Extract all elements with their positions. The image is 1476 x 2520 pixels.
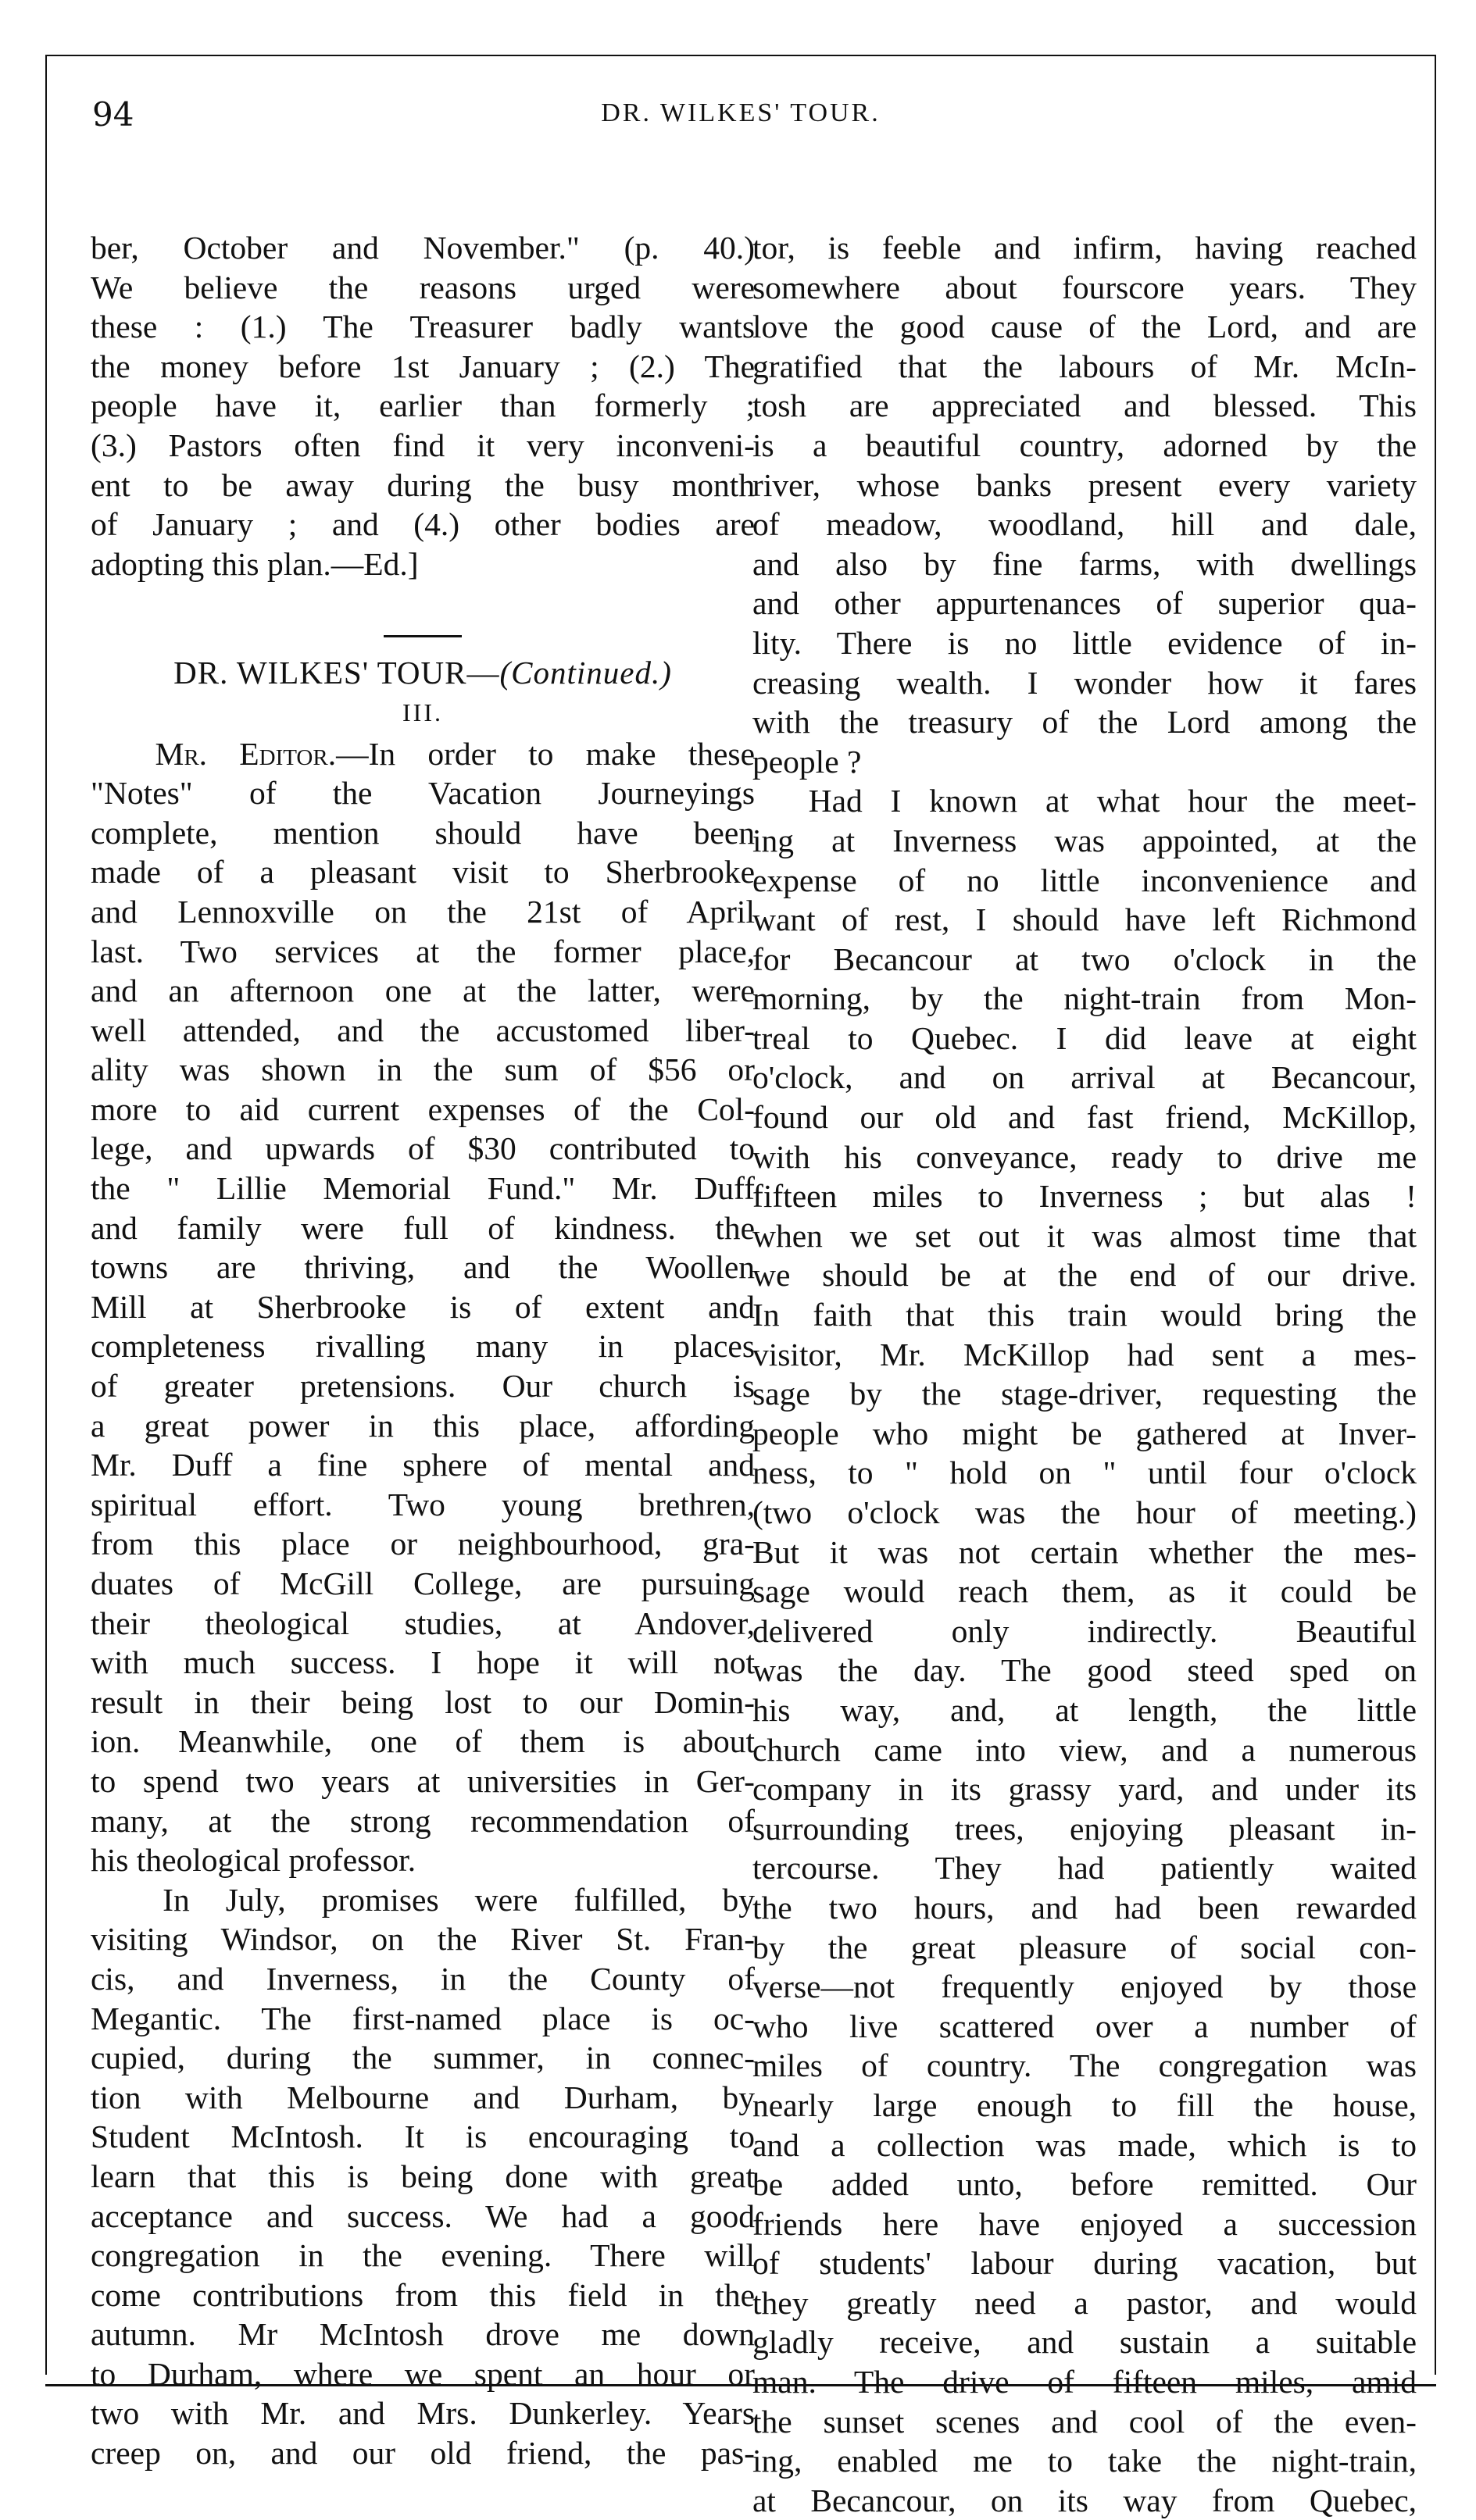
text-line: congregation in the evening. There will: [91, 2237, 755, 2274]
text-line: the " Lillie Memorial Fund." Mr. Duff: [91, 1170, 755, 1207]
text-line: lity. There is no little evidence of in-: [752, 624, 1417, 661]
text-line: come contributions from this field in the: [91, 2276, 755, 2313]
text-line: at Becancour, on its way from Quebec,: [752, 2482, 1417, 2518]
text-line: learn that this is being done with great: [91, 2158, 755, 2194]
text-line: morning, by the night-train from Mon-: [752, 980, 1417, 1017]
text-line: found our old and fast friend, McKillop,: [752, 1099, 1417, 1136]
text-line: the money before 1st January ; (2.) The: [91, 348, 755, 384]
text-line: ing, enabled me to take the night-train,: [752, 2443, 1417, 2479]
text-line: the two hours, and had been rewarded: [752, 1889, 1417, 1926]
text-line: people ?: [752, 743, 862, 780]
text-line: and an afternoon one at the latter, were: [91, 973, 755, 1009]
text-line: who live scattered over a number of: [752, 2008, 1417, 2044]
text-line: tion with Melbourne and Durham, by: [91, 2079, 755, 2115]
text-line: creep on, and our old friend, the pas-: [91, 2435, 755, 2472]
text-line: many, at the strong recommendation of: [91, 1802, 755, 1839]
text-line: adopting this plan.—Ed.]: [91, 545, 419, 582]
text-line-content: —In order to make these: [336, 735, 755, 772]
text-line: and family were full of kindness. the: [91, 1209, 755, 1246]
text-line: by the great pleasure of social con-: [752, 1929, 1417, 1965]
text-line: his way, and, at length, the little: [752, 1691, 1417, 1728]
text-line: with his conveyance, ready to drive me: [752, 1138, 1417, 1175]
text-line: sage would reach them, as it could be: [752, 1573, 1417, 1610]
text-line: man. The drive of fifteen miles, amid: [752, 2364, 1417, 2400]
text-line: well attended, and the accustomed liber-: [91, 1012, 755, 1048]
text-line: a great power in this place, affording: [91, 1407, 755, 1444]
section-title-text: DR. WILKES' TOUR—: [173, 655, 500, 691]
text-line: of greater pretensions. Our church is: [91, 1368, 755, 1405]
text-line: the sunset scenes and cool of the even-: [752, 2403, 1417, 2440]
text-line: ber, October and November." (p. 40.): [91, 230, 755, 266]
text-line: gratified that the labours of Mr. McIn-: [752, 348, 1417, 384]
text-line: surrounding trees, enjoying pleasant in-: [752, 1810, 1417, 1847]
text-line: and a collection was made, which is to: [752, 2126, 1417, 2163]
text-line: duates of McGill College, are pursuing: [91, 1565, 755, 1601]
left-column: [91, 228, 755, 2473]
text-line: Student McIntosh. It is encouraging to: [91, 2118, 755, 2155]
text-line: cupied, during the summer, in connec-: [91, 2040, 755, 2076]
text-line: miles of country. The congregation was: [752, 2047, 1417, 2084]
text-line: be added unto, before remitted. Our: [752, 2166, 1417, 2203]
text-line: tosh are appreciated and blessed. This: [752, 387, 1417, 424]
text-line: completeness rivalling many in places: [91, 1328, 755, 1365]
text-line: and also by fine farms, with dwellings: [752, 545, 1417, 582]
text-line: sage by the stage-driver, requesting the: [752, 1376, 1417, 1412]
section-title-continued: (Continued.): [499, 655, 672, 691]
text-line: river, whose banks present every variety: [752, 466, 1417, 503]
text-line: they greatly need a pastor, and would: [752, 2284, 1417, 2321]
text-line: with the treasury of the Lord among the: [752, 704, 1417, 741]
text-line: autumn. Mr McIntosh drove me down: [91, 2316, 755, 2353]
section-divider: [384, 635, 462, 637]
text-line: of meadow, woodland, hill and dale,: [752, 506, 1417, 543]
text-line: o'clock, and on arrival at Becancour,: [752, 1059, 1417, 1096]
text-line: delivered only indirectly. Beautiful: [752, 1612, 1417, 1649]
text-line: their theological studies, at Andover,: [91, 1604, 755, 1641]
text-line: more to aid current expenses of the Col-: [91, 1090, 755, 1127]
text-line: ion. Meanwhile, one of them is about: [91, 1723, 755, 1760]
text-line: two with Mr. and Mrs. Dunkerley. Years: [91, 2395, 755, 2432]
intro-paragraph: [91, 228, 755, 584]
salutation: Mr. Editor.: [155, 735, 337, 772]
text-line: for Becancour at two o'clock in the: [752, 941, 1417, 977]
text-line: cis, and Inverness, in the County of: [91, 1960, 755, 1997]
text-line: spiritual effort. Two young brethren,: [91, 1486, 755, 1522]
text-line: want of rest, I should have left Richmond: [752, 901, 1417, 938]
text-line: acceptance and success. We had a good: [91, 2197, 755, 2234]
text-line: friends here have enjoyed a succession: [752, 2205, 1417, 2242]
text-line: (two o'clock was the hour of meeting.): [752, 1494, 1417, 1530]
running-title: DR. WILKES' TOUR.: [601, 98, 881, 127]
text-line: But it was not certain whether the mes-: [752, 1533, 1417, 1570]
text-line-content: Had I known at what hour the meet-: [808, 783, 1417, 819]
text-line: [91, 1880, 755, 1920]
text-line: result in their being lost to our Domin-: [91, 1683, 755, 1720]
text-line: and other appurtenances of superior qua-: [752, 585, 1417, 622]
text-line: (3.) Pastors often find it very inconveni-: [91, 427, 755, 463]
text-line-content: In July, promises were fulfilled, by: [163, 1881, 755, 1918]
right-column: [752, 228, 1417, 2520]
text-line: tor, is feeble and infirm, having reached: [752, 230, 1417, 266]
text-line: Mill at Sherbrooke is of extent and: [91, 1288, 755, 1325]
page-header: [47, 95, 1435, 150]
text-line: complete, mention should have been: [91, 814, 755, 851]
text-line: to spend two years at universities in Ger-: [91, 1762, 755, 1799]
bottom-rule: [45, 2384, 1436, 2386]
text-line: Megantic. The first-named place is oc-: [91, 2000, 755, 2036]
text-line: and Lennoxville on the 21st of April: [91, 893, 755, 930]
text-line: ness, to " hold on " until four o'clock: [752, 1455, 1417, 1491]
text-line: "Notes" of the Vacation Journeyings: [91, 775, 755, 812]
text-line: of January ; and (4.) other bodies are: [91, 506, 755, 543]
text-line: expense of no little inconvenience and: [752, 862, 1417, 898]
text-line: church came into view, and a numerous: [752, 1731, 1417, 1768]
text-line: fifteen miles to Inverness ; but alas !: [752, 1178, 1417, 1215]
text-line: ality was shown in the sum of $56 or: [91, 1051, 755, 1088]
text-line: lege, and upwards of $30 contributed to: [91, 1130, 755, 1167]
section-number: III.: [402, 698, 443, 726]
text-line: tercourse. They had patiently waited: [752, 1850, 1417, 1886]
text-line: we should be at the end of our drive.: [752, 1257, 1417, 1294]
text-line: is a beautiful country, adorned by the: [752, 427, 1417, 463]
text-line: treal to Quebec. I did leave at eight: [752, 1019, 1417, 1056]
text-line: love the good cause of the Lord, and are: [752, 309, 1417, 345]
text-line: with much success. I hope it will not: [91, 1644, 755, 1681]
text-line: Mr. Duff a fine sphere of mental and: [91, 1447, 755, 1483]
text-line: his theological professor.: [91, 1842, 416, 1879]
text-line: gladly receive, and sustain a suitable: [752, 2324, 1417, 2361]
text-line: In faith that this train would bring the: [752, 1297, 1417, 1333]
text-line: ing at Inverness was appointed, at the: [752, 822, 1417, 858]
text-line: made of a pleasant visit to Sherbrooke: [91, 854, 755, 891]
text-line: nearly large enough to fill the house,: [752, 2086, 1417, 2123]
page-number: 94: [92, 95, 134, 134]
text-line: verse—not frequently enjoyed by those: [752, 1969, 1417, 2005]
text-line: visiting Windsor, on the River St. Fran-: [91, 1921, 755, 1958]
text-line: when we set out it was almost time that: [752, 1217, 1417, 1254]
text-line: people who might be gathered at Inver-: [752, 1415, 1417, 1451]
text-line: visitor, Mr. McKillop had sent a mes-: [752, 1336, 1417, 1372]
text-line: was the day. The good steed sped on: [752, 1652, 1417, 1689]
text-line: We believe the reasons urged were: [91, 269, 755, 305]
text-line: company in its grassy yard, and under its: [752, 1771, 1417, 1808]
section-title: [91, 653, 755, 693]
text-line: last. Two services at the former place,: [91, 933, 755, 969]
text-line: somewhere about fourscore years. They: [752, 269, 1417, 305]
text-line: creasing wealth. I wonder how it fares: [752, 664, 1417, 701]
page-frame: [45, 55, 1436, 2518]
text-line: [752, 781, 1417, 821]
text-line: towns are thriving, and the Woollen: [91, 1249, 755, 1286]
text-line: people have it, earlier than formerly ;: [91, 387, 755, 424]
text-line: to Durham, where we spent an hour or: [91, 2355, 755, 2392]
text-line: these : (1.) The Treasurer badly wants: [91, 309, 755, 345]
text-line: of students' labour during vacation, but: [752, 2245, 1417, 2282]
article-body: [91, 734, 755, 2473]
text-line: ent to be away during the busy month: [91, 466, 755, 503]
text-line: from this place or neighbourhood, gra-: [91, 1526, 755, 1562]
text-line: [91, 734, 755, 774]
